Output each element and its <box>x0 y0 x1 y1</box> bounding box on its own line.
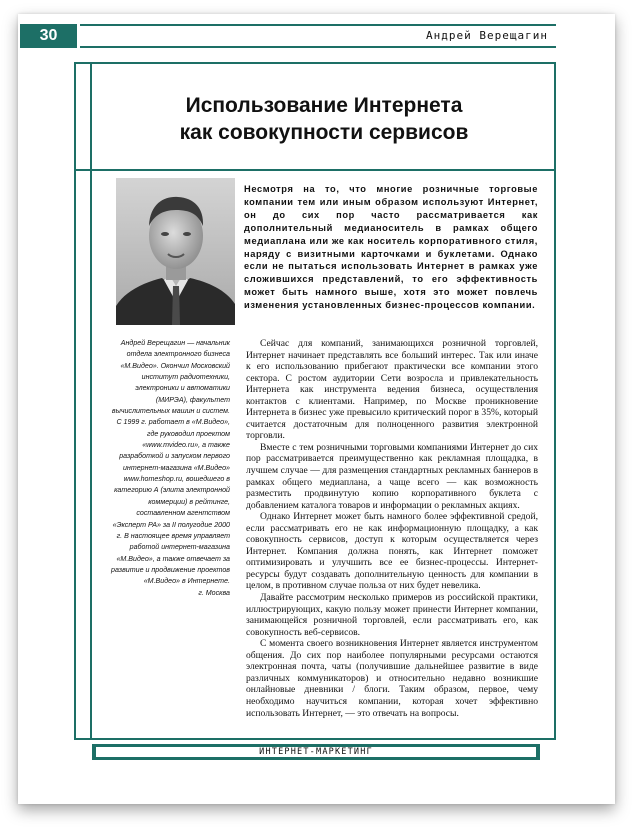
author-bio-text: Андрей Верещагин — начальник отдела электронного бизнеса «М.Видео». Окончил Московский институт радиотехники, электроники и автоматики (МИРЭА), факультет вычислительных машин и систем. С 1999 г. работает в «М.Видео», где руководил проектом «www.mvideo.ru», а также разработкой и запуском первого интернет-магазина «М.Видео» www.homeshop.ru, вошедшего в категорию А (элита электронной коммерции) в рейтинге, составленном агентством «Эксперт РА» за II полугодие 2000 г. В настоящее время управляет работой интернет-магазина «М.Видео», а также отвечает за развитие и продвижение проектов «М.Видео» в Интернете. <box>111 339 230 586</box>
article-title-line: как совокупности сервисов <box>179 121 469 144</box>
body-paragraph: Давайте рассмотрим несколько примеров из российской практики, иллюстрирующих, какую пользу может принести Интернет компании, занимающейся розничной торговлей, если рассматривать его, как совокупность веб-сервисов. <box>246 592 538 638</box>
body-paragraph: Сейчас для компаний, занимающихся розничной торговлей, Интернет начинает представлять все больший интерес. Так или иначе к его использованию прибегают практически все компании этого сектора. С ростом аудитории Сети возросла и привлекательность Интернета как инструмента ведения бизнеса, осуществления контактов с клиентами. Например, по Москве проникновение Интернета в бизнес уже превысило критический порог в 35%, который считается достаточным для полноценного развития электронной торговли. <box>246 338 538 442</box>
article-body <box>246 338 538 719</box>
author-portrait-icon <box>116 178 235 325</box>
body-paragraph: Однако Интернет может быть намного более эффективной средой, если рассматривать его не как информационную площадку, а как совокупность сервисов, доступ к которым осуществляется через Интернет. Компания должна понять, как Интернет поможет оптимизировать и улучшить все ее бизнес-процессы. Интернет-ресурсы будут создавать дополнительную ценность для компании в целом, в противном случае польза от них будет невелика. <box>246 511 538 592</box>
author-photo <box>116 178 235 325</box>
body-paragraph: С момента своего возникновения Интернет является инструментом общения. До сих пор наиболее популярными ресурсами остаются электронная почта, чаты (получившие дальнейшее развитие в виде различных коммуникаторов) и относительно недавно возникшие онлайновые дневники / блоги. Таким образом, первое, чему необходимо научиться компании, которая хочет эффективно использовать Интернет, — это отвечать на вопросы. <box>246 638 538 719</box>
article-title-line: Использование Интернета <box>185 94 463 117</box>
author-bio <box>110 338 230 599</box>
page-number: 30 <box>20 24 77 48</box>
article-lead: Несмотря на то, что многие розничные торговые компании тем или иным образом используют Интернет, он до сих пор часто рассматривается как дополнительный медианоситель в рамках общего медиаплана или же как носитель корпоративного стиля, наряду с визитными карточками и буклетами. Однако если не пытаться использовать Интернет в рамках уже сложившихся представлений, то его эффективность может быть намного выше, хотя это может повлечь изменения установленных бизнес-процессов компании. <box>244 184 538 311</box>
page-header <box>20 24 556 48</box>
section-footer <box>92 744 540 760</box>
section-footer-label: ИНТЕРНЕТ-МАРКЕТИНГ <box>96 747 536 757</box>
body-paragraph: Вместе с тем розничными торговыми компаниями Интернет до сих пор рассматривается преимущественно как рекламная площадка, в лучшем случае — для размещения стандартных рекламных баннеров в рамках общего медиаплана, а чаще всего — как возможность разместить продвинутую копию корпоративного буклета с добавлением каталога товаров и информации о рекламных акциях. <box>246 441 538 511</box>
author-bio-city: г. Москва <box>198 588 230 597</box>
title-divider <box>74 169 556 171</box>
running-author-name: Андрей Верещагин <box>426 29 548 42</box>
running-header-bar <box>80 24 556 48</box>
frame-vertical-rule <box>90 62 92 740</box>
article-title <box>96 92 552 146</box>
